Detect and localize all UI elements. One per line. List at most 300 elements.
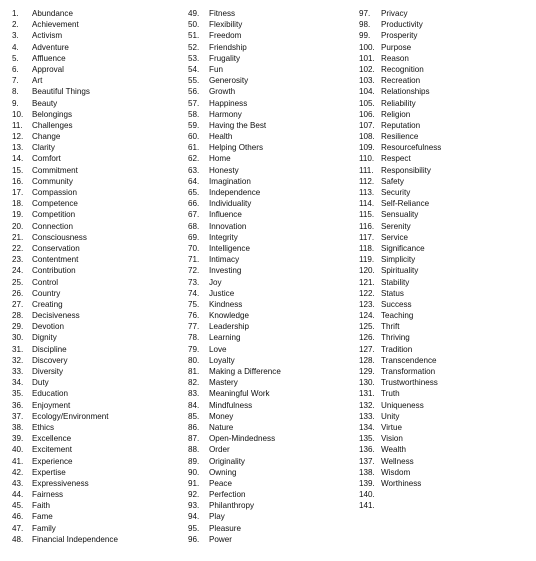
list-item bbox=[359, 53, 529, 64]
item-label: Approval bbox=[32, 64, 64, 74]
list-item bbox=[188, 120, 348, 131]
item-number: 82. bbox=[188, 378, 200, 388]
list-item bbox=[12, 388, 172, 399]
item-label: Nature bbox=[209, 422, 234, 432]
item-label: Challenges bbox=[32, 120, 73, 130]
item-number: 44. bbox=[12, 490, 24, 500]
item-label: Having the Best bbox=[209, 120, 267, 130]
item-label: Comfort bbox=[32, 154, 61, 164]
item-number: 60. bbox=[188, 132, 200, 142]
list-item bbox=[12, 165, 172, 176]
item-number: 47. bbox=[12, 523, 24, 533]
list-item bbox=[188, 310, 348, 321]
item-number: 57. bbox=[188, 98, 200, 108]
item-number: 131. bbox=[359, 389, 375, 399]
list-item bbox=[188, 288, 348, 299]
list-item bbox=[12, 411, 172, 422]
list-item bbox=[359, 120, 529, 131]
item-number: 137. bbox=[359, 456, 375, 466]
list-item bbox=[12, 400, 172, 411]
list-item bbox=[188, 478, 348, 489]
item-number: 79. bbox=[188, 344, 200, 354]
list-item bbox=[188, 165, 348, 176]
item-label: Decisiveness bbox=[32, 311, 80, 321]
list-item bbox=[188, 456, 348, 467]
item-number: 76. bbox=[188, 311, 200, 321]
item-label: Competence bbox=[32, 199, 78, 209]
item-label: Harmony bbox=[209, 109, 242, 119]
list-item bbox=[188, 232, 348, 243]
item-label: Vision bbox=[381, 434, 403, 444]
item-number: 52. bbox=[188, 42, 200, 52]
list-item bbox=[359, 366, 529, 377]
item-number: 67. bbox=[188, 210, 200, 220]
list-item bbox=[359, 254, 529, 265]
item-label: Transcendence bbox=[381, 355, 437, 365]
item-label: Fame bbox=[32, 512, 53, 522]
list-item bbox=[188, 142, 348, 153]
list-item bbox=[359, 187, 529, 198]
item-number: 80. bbox=[188, 355, 200, 365]
item-label: Affluence bbox=[32, 53, 66, 63]
list-item bbox=[359, 221, 529, 232]
item-label: Friendship bbox=[209, 42, 247, 52]
list-item bbox=[12, 86, 172, 97]
list-item bbox=[12, 120, 172, 131]
item-label: Ecology/Environment bbox=[32, 411, 109, 421]
list-item bbox=[359, 489, 529, 500]
item-label: Faith bbox=[32, 501, 50, 511]
list-item bbox=[359, 86, 529, 97]
item-label: Pleasure bbox=[209, 523, 241, 533]
list-item bbox=[188, 321, 348, 332]
item-label: Making a Difference bbox=[209, 367, 281, 376]
item-label: Philanthropy bbox=[209, 501, 254, 511]
item-label: Open-Mindedness bbox=[209, 434, 276, 444]
item-label: Independence bbox=[209, 188, 261, 197]
item-number: 27. bbox=[12, 299, 24, 309]
item-label: Family bbox=[32, 523, 56, 533]
list-item bbox=[12, 30, 172, 41]
item-number: 105. bbox=[359, 98, 375, 108]
item-label: Consciousness bbox=[32, 232, 87, 242]
list-item bbox=[12, 64, 172, 75]
item-number: 99. bbox=[359, 31, 371, 41]
list-item bbox=[359, 142, 529, 153]
item-number: 24. bbox=[12, 266, 24, 276]
item-number: 29. bbox=[12, 322, 24, 332]
item-label: Trustworthiness bbox=[381, 378, 438, 388]
list-item bbox=[359, 411, 529, 422]
item-number: 59. bbox=[188, 120, 200, 130]
item-label: Power bbox=[209, 534, 232, 544]
item-number: 25. bbox=[12, 277, 24, 287]
list-item bbox=[359, 243, 529, 254]
item-label: Intimacy bbox=[209, 255, 240, 265]
item-number: 19. bbox=[12, 210, 24, 220]
item-label: Sensuality bbox=[381, 210, 419, 220]
list-item bbox=[188, 75, 348, 86]
list-item bbox=[359, 8, 529, 19]
item-number: 64. bbox=[188, 176, 200, 186]
list-item bbox=[188, 98, 348, 109]
item-number: 113. bbox=[359, 188, 375, 197]
list-item bbox=[359, 64, 529, 75]
item-label: Justice bbox=[209, 288, 235, 298]
item-label: Contentment bbox=[32, 255, 79, 265]
item-number: 9. bbox=[12, 98, 19, 108]
list-item bbox=[12, 500, 172, 511]
item-number: 118. bbox=[359, 243, 375, 253]
item-label: Creating bbox=[32, 299, 63, 309]
item-number: 56. bbox=[188, 87, 200, 97]
list-item bbox=[188, 265, 348, 276]
item-number: 81. bbox=[188, 367, 200, 376]
item-number: 129. bbox=[359, 367, 375, 376]
item-label: Unity bbox=[381, 411, 400, 421]
item-number: 68. bbox=[188, 221, 200, 231]
list-item bbox=[12, 142, 172, 153]
item-number: 101. bbox=[359, 53, 375, 63]
item-number: 58. bbox=[188, 109, 200, 119]
item-label: Freedom bbox=[209, 31, 242, 41]
item-label: Connection bbox=[32, 221, 73, 231]
item-number: 48. bbox=[12, 534, 24, 544]
item-label: Abundance bbox=[32, 9, 73, 18]
item-number: 103. bbox=[359, 76, 375, 86]
list-item bbox=[359, 42, 529, 53]
list-item bbox=[188, 489, 348, 500]
item-number: 37. bbox=[12, 411, 24, 421]
item-number: 134. bbox=[359, 422, 375, 432]
item-number: 138. bbox=[359, 467, 375, 477]
item-number: 28. bbox=[12, 311, 24, 321]
item-number: 73. bbox=[188, 277, 200, 287]
list-item bbox=[12, 444, 172, 455]
list-item bbox=[188, 299, 348, 310]
list-item bbox=[188, 8, 348, 19]
list-item bbox=[359, 433, 529, 444]
item-label: Productivity bbox=[381, 20, 423, 30]
item-label: Control bbox=[32, 277, 59, 287]
list-item bbox=[188, 332, 348, 343]
item-number: 8. bbox=[12, 87, 19, 97]
list-item bbox=[188, 153, 348, 164]
item-number: 38. bbox=[12, 422, 24, 432]
item-label: Reputation bbox=[381, 120, 421, 130]
item-number: 75. bbox=[188, 299, 200, 309]
item-number: 114. bbox=[359, 199, 375, 209]
item-label: Beauty bbox=[32, 98, 58, 108]
list-item bbox=[12, 422, 172, 433]
item-label: Investing bbox=[209, 266, 242, 276]
item-label: Status bbox=[381, 288, 404, 298]
list-item bbox=[359, 277, 529, 288]
list-item bbox=[359, 310, 529, 321]
item-label: Service bbox=[381, 232, 408, 242]
item-number: 95. bbox=[188, 523, 200, 533]
list-item bbox=[12, 523, 172, 534]
list-item bbox=[12, 534, 172, 545]
item-number: 128. bbox=[359, 355, 375, 365]
item-number: 51. bbox=[188, 31, 200, 41]
item-label: Security bbox=[381, 188, 411, 197]
item-number: 61. bbox=[188, 143, 200, 153]
item-number: 3. bbox=[12, 31, 19, 41]
list-item bbox=[12, 511, 172, 522]
list-item bbox=[12, 456, 172, 467]
item-number: 85. bbox=[188, 411, 200, 421]
item-label: Simplicity bbox=[381, 255, 416, 265]
item-number: 70. bbox=[188, 243, 200, 253]
list-item bbox=[359, 444, 529, 455]
list-item bbox=[188, 534, 348, 545]
item-label: Financial Independence bbox=[32, 534, 118, 544]
item-number: 121. bbox=[359, 277, 375, 287]
item-label: Individuality bbox=[209, 199, 252, 209]
item-label: Contribution bbox=[32, 266, 76, 276]
item-number: 14. bbox=[12, 154, 24, 164]
item-label: Mindfulness bbox=[209, 400, 253, 410]
list-item bbox=[12, 467, 172, 478]
item-label: Flexibility bbox=[209, 20, 243, 30]
item-number: 12. bbox=[12, 132, 24, 142]
list-item bbox=[12, 265, 172, 276]
item-number: 127. bbox=[359, 344, 375, 354]
values-column-3 bbox=[359, 8, 529, 511]
item-number: 41. bbox=[12, 456, 24, 466]
list-item bbox=[188, 511, 348, 522]
list-item bbox=[188, 433, 348, 444]
list-item bbox=[12, 187, 172, 198]
item-number: 135. bbox=[359, 434, 375, 444]
list-item bbox=[359, 422, 529, 433]
item-label: Enjoyment bbox=[32, 400, 71, 410]
item-label: Relationships bbox=[381, 87, 430, 97]
item-number: 34. bbox=[12, 378, 24, 388]
list-item bbox=[12, 209, 172, 220]
item-number: 55. bbox=[188, 76, 200, 86]
list-item bbox=[12, 176, 172, 187]
item-label: Diversity bbox=[32, 367, 64, 376]
item-label: Tradition bbox=[381, 344, 413, 354]
list-item bbox=[359, 265, 529, 276]
item-number: 140. bbox=[359, 490, 375, 500]
item-label: Reliability bbox=[381, 98, 416, 108]
item-label: Discipline bbox=[32, 344, 67, 354]
list-item bbox=[359, 321, 529, 332]
item-number: 23. bbox=[12, 255, 24, 265]
item-label: Excitement bbox=[32, 445, 73, 455]
item-number: 90. bbox=[188, 467, 200, 477]
item-label: Uniqueness bbox=[381, 400, 424, 410]
item-label: Change bbox=[32, 132, 61, 142]
list-item bbox=[359, 377, 529, 388]
item-label: Reason bbox=[381, 53, 409, 63]
list-item bbox=[188, 86, 348, 97]
item-number: 139. bbox=[359, 478, 375, 488]
item-label: Dignity bbox=[32, 333, 57, 343]
list-item bbox=[12, 344, 172, 355]
list-item bbox=[359, 467, 529, 478]
item-number: 120. bbox=[359, 266, 375, 276]
item-label: Activism bbox=[32, 31, 63, 41]
list-item bbox=[188, 467, 348, 478]
list-item bbox=[12, 131, 172, 142]
item-label: Belongings bbox=[32, 109, 73, 119]
item-label: Thrift bbox=[381, 322, 400, 332]
item-number: 18. bbox=[12, 199, 24, 209]
item-label: Community bbox=[32, 176, 73, 186]
item-number: 117. bbox=[359, 232, 375, 242]
item-number: 15. bbox=[12, 165, 24, 175]
item-number: 83. bbox=[188, 389, 200, 399]
list-item bbox=[359, 344, 529, 355]
list-item bbox=[359, 198, 529, 209]
item-number: 112. bbox=[359, 176, 375, 186]
item-number: 89. bbox=[188, 456, 200, 466]
item-number: 16. bbox=[12, 176, 24, 186]
list-item bbox=[359, 332, 529, 343]
item-label: Money bbox=[209, 411, 234, 421]
list-item bbox=[359, 75, 529, 86]
item-label: Honesty bbox=[209, 165, 239, 175]
list-item bbox=[359, 355, 529, 366]
list-item bbox=[188, 277, 348, 288]
item-number: 33. bbox=[12, 367, 24, 376]
item-number: 108. bbox=[359, 132, 375, 142]
item-label: Achievement bbox=[32, 20, 79, 30]
list-item bbox=[188, 198, 348, 209]
item-label: Recognition bbox=[381, 64, 424, 74]
item-label: Respect bbox=[381, 154, 411, 164]
list-item bbox=[359, 19, 529, 30]
item-label: Truth bbox=[381, 389, 400, 399]
item-label: Country bbox=[32, 288, 61, 298]
item-label: Imagination bbox=[209, 176, 251, 186]
item-number: 20. bbox=[12, 221, 24, 231]
item-number: 107. bbox=[359, 120, 375, 130]
item-number: 74. bbox=[188, 288, 200, 298]
list-item bbox=[188, 500, 348, 511]
list-item bbox=[359, 131, 529, 142]
item-number: 49. bbox=[188, 9, 200, 18]
item-number: 35. bbox=[12, 389, 24, 399]
item-number: 53. bbox=[188, 53, 200, 63]
list-item bbox=[12, 254, 172, 265]
item-number: 2. bbox=[12, 20, 19, 30]
list-item bbox=[188, 187, 348, 198]
item-label: Generosity bbox=[209, 76, 249, 86]
list-item bbox=[12, 98, 172, 109]
item-label: Fitness bbox=[209, 9, 236, 18]
item-number: 98. bbox=[359, 20, 371, 30]
item-number: 141. bbox=[359, 501, 375, 511]
item-label: Virtue bbox=[381, 422, 402, 432]
list-item bbox=[12, 321, 172, 332]
list-item bbox=[359, 388, 529, 399]
item-number: 132. bbox=[359, 400, 375, 410]
item-label: Teaching bbox=[381, 311, 414, 321]
list-item bbox=[188, 176, 348, 187]
item-number: 119. bbox=[359, 255, 375, 265]
list-item bbox=[12, 153, 172, 164]
list-item bbox=[12, 75, 172, 86]
list-item bbox=[12, 198, 172, 209]
item-label: Devotion bbox=[32, 322, 64, 332]
values-column-1 bbox=[12, 8, 172, 545]
item-number: 122. bbox=[359, 288, 375, 298]
item-number: 17. bbox=[12, 188, 24, 197]
item-label: Leadership bbox=[209, 322, 250, 332]
values-column-2 bbox=[188, 8, 348, 545]
item-label: Meaningful Work bbox=[209, 389, 270, 399]
list-item bbox=[359, 153, 529, 164]
list-item bbox=[12, 332, 172, 343]
item-number: 84. bbox=[188, 400, 200, 410]
list-item bbox=[12, 109, 172, 120]
item-label: Joy bbox=[209, 277, 222, 287]
item-number: 36. bbox=[12, 400, 24, 410]
list-item bbox=[188, 221, 348, 232]
list-item bbox=[12, 310, 172, 321]
item-label: Experience bbox=[32, 456, 73, 466]
item-label: Prosperity bbox=[381, 31, 418, 41]
list-item bbox=[12, 19, 172, 30]
item-label: Compassion bbox=[32, 188, 77, 197]
list-item bbox=[12, 42, 172, 53]
list-item bbox=[188, 209, 348, 220]
list-item bbox=[359, 288, 529, 299]
item-label: Significance bbox=[381, 243, 425, 253]
item-number: 42. bbox=[12, 467, 24, 477]
item-number: 1. bbox=[12, 9, 19, 18]
list-item bbox=[188, 53, 348, 64]
item-label: Expressiveness bbox=[32, 478, 89, 488]
list-item bbox=[12, 478, 172, 489]
item-number: 92. bbox=[188, 490, 200, 500]
item-number: 97. bbox=[359, 9, 371, 18]
item-label: Peace bbox=[209, 478, 232, 488]
item-number: 5. bbox=[12, 53, 19, 63]
list-item bbox=[359, 299, 529, 310]
item-number: 88. bbox=[188, 445, 200, 455]
item-number: 126. bbox=[359, 333, 375, 343]
item-number: 32. bbox=[12, 355, 24, 365]
item-number: 21. bbox=[12, 232, 24, 242]
item-number: 123. bbox=[359, 299, 375, 309]
item-label: Mastery bbox=[209, 378, 238, 388]
item-label: Intelligence bbox=[209, 243, 250, 253]
item-label: Privacy bbox=[381, 9, 408, 18]
item-number: 109. bbox=[359, 143, 375, 153]
item-number: 116. bbox=[359, 221, 375, 231]
item-number: 110. bbox=[359, 154, 375, 164]
item-label: Integrity bbox=[209, 232, 238, 242]
list-item bbox=[359, 232, 529, 243]
item-label: Education bbox=[32, 389, 68, 399]
list-item bbox=[12, 277, 172, 288]
list-item bbox=[188, 109, 348, 120]
item-number: 46. bbox=[12, 512, 24, 522]
item-number: 87. bbox=[188, 434, 200, 444]
item-number: 125. bbox=[359, 322, 375, 332]
item-number: 50. bbox=[188, 20, 200, 30]
list-item bbox=[12, 489, 172, 500]
item-label: Conservation bbox=[32, 243, 80, 253]
item-number: 11. bbox=[12, 120, 23, 130]
item-number: 39. bbox=[12, 434, 24, 444]
